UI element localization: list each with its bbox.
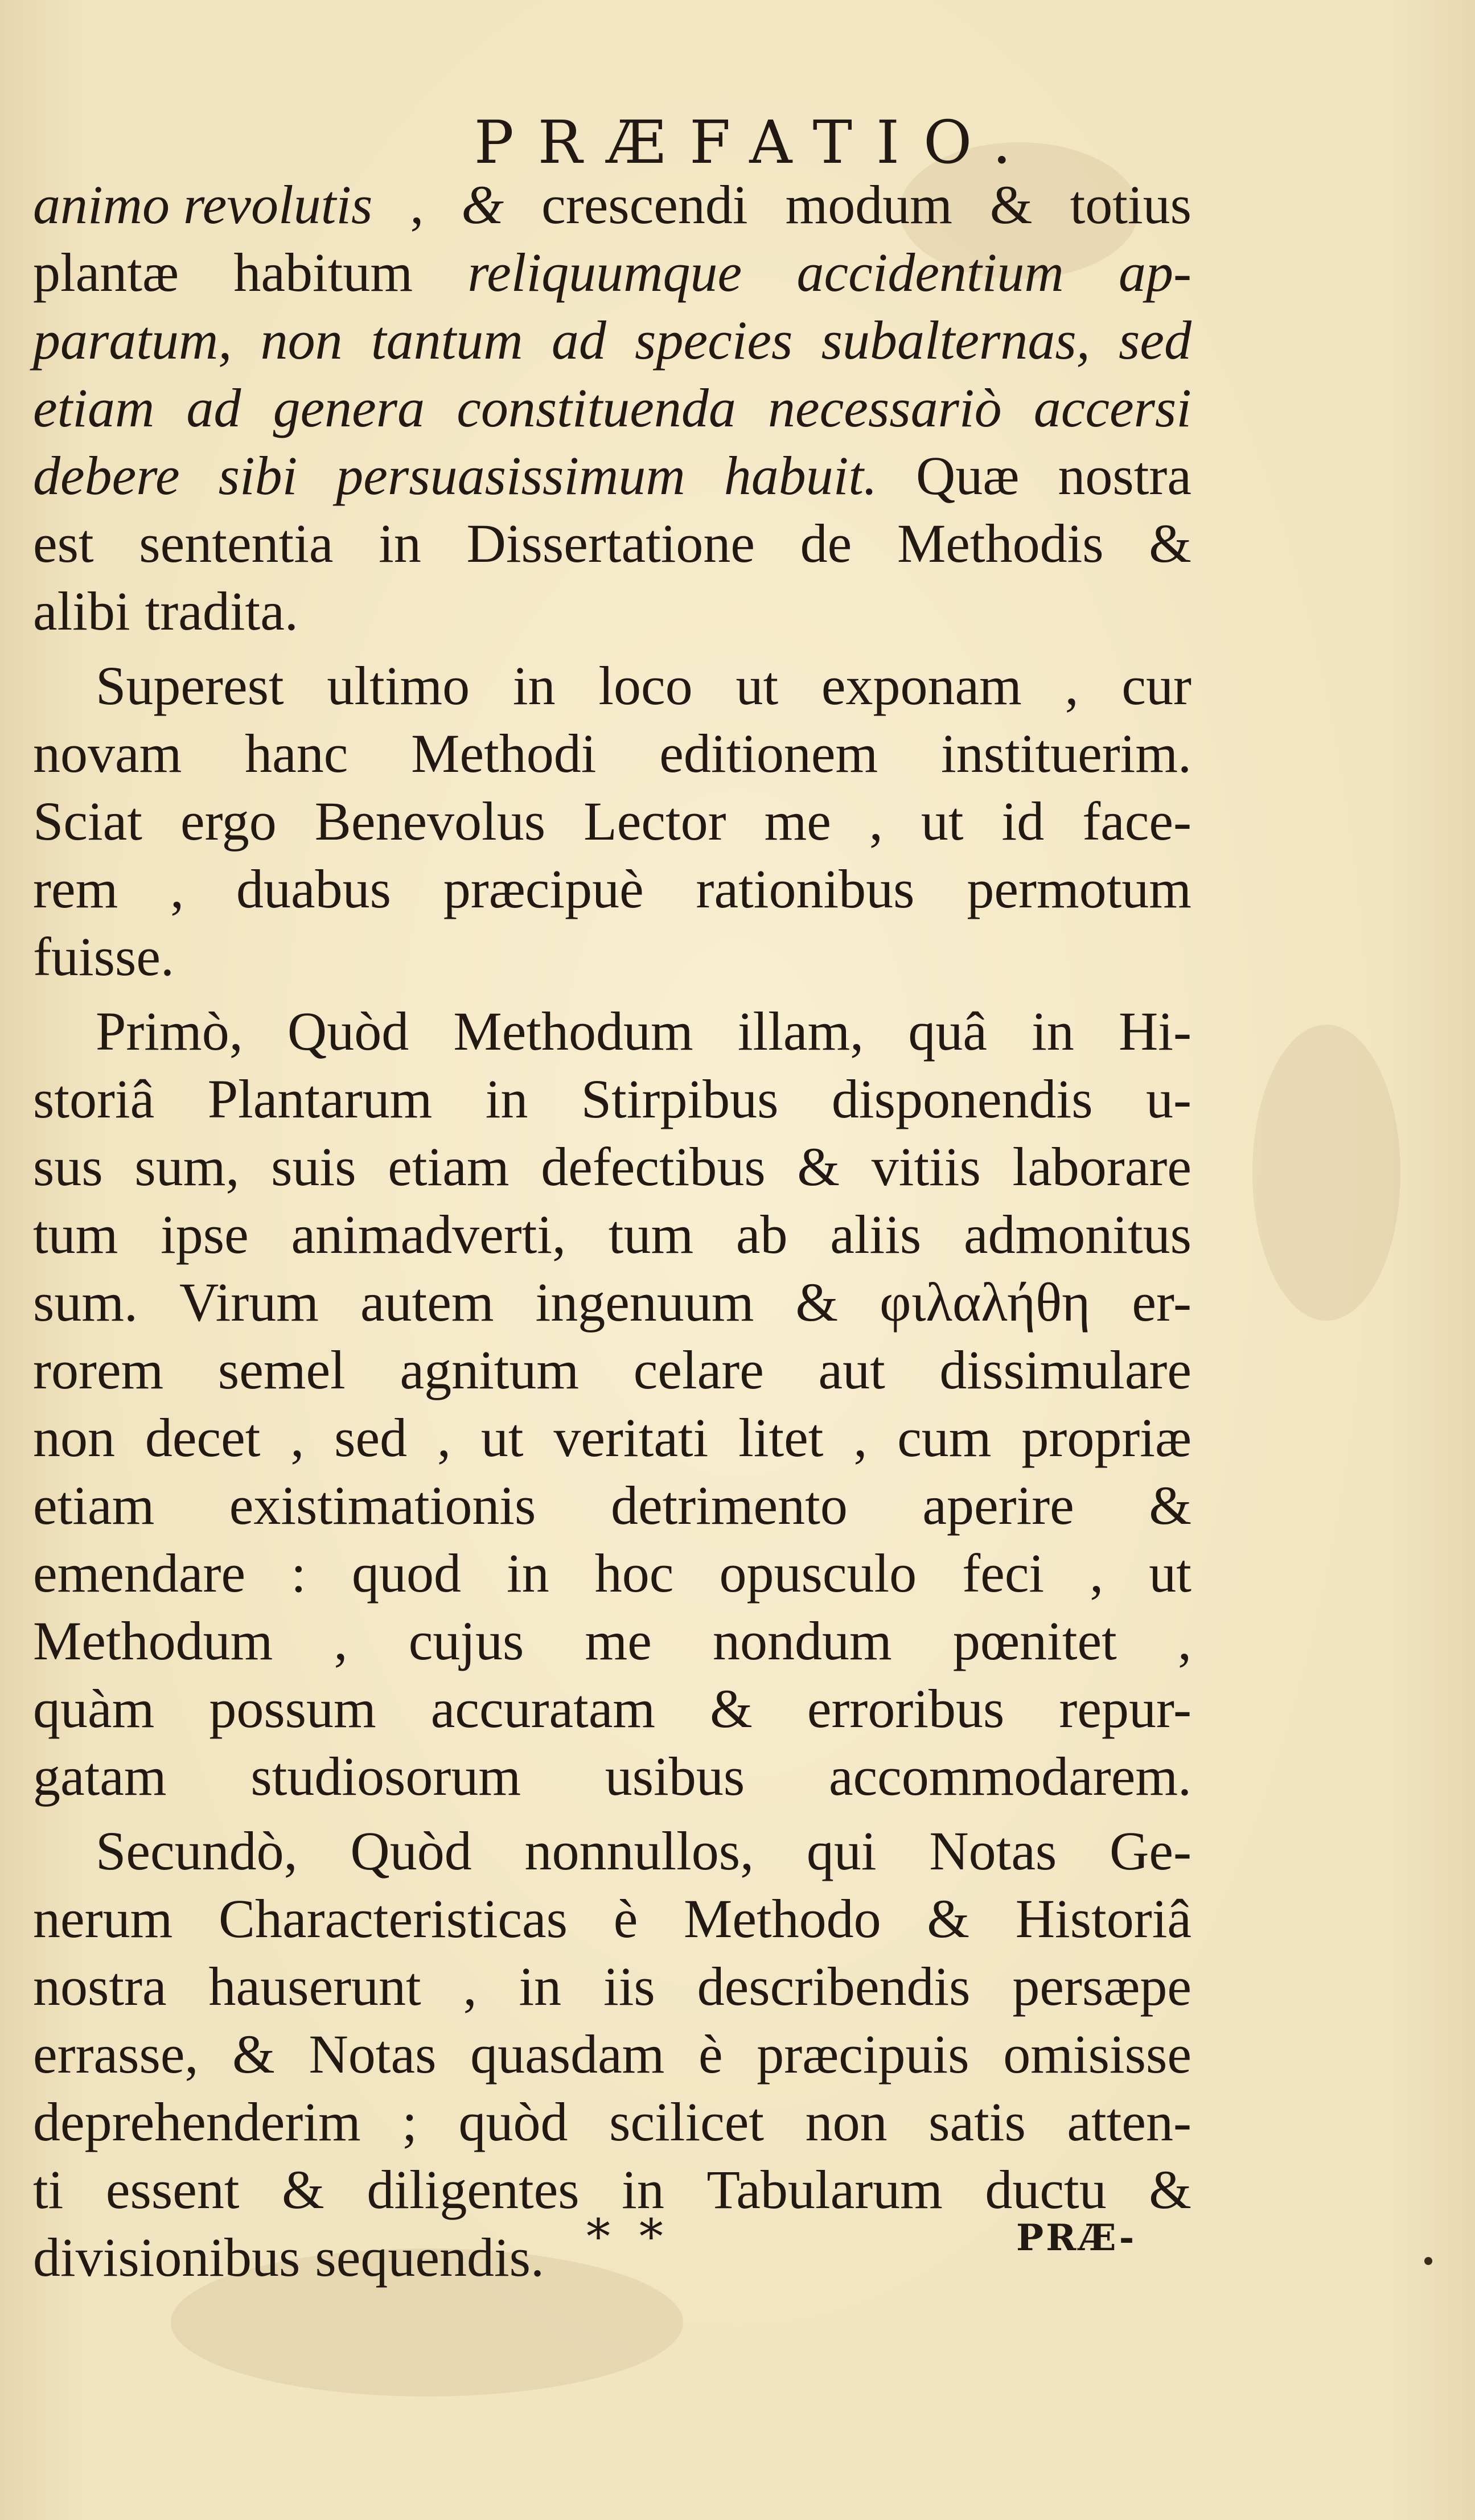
word: litet [738, 1407, 824, 1468]
word: ut [1149, 1543, 1191, 1604]
word: tradita. [145, 581, 298, 642]
word: Quæ [916, 445, 1020, 506]
word: Ge- [1110, 1820, 1191, 1881]
word: etiam [33, 377, 155, 438]
body-text [33, 171, 1191, 2291]
word: sententia [139, 513, 334, 574]
word: & [1149, 513, 1191, 574]
text-line [33, 997, 1191, 1065]
paragraph-gap [33, 1810, 1191, 1817]
text-line [33, 239, 1191, 306]
word: loco [598, 655, 693, 716]
word: sed [1118, 310, 1191, 371]
word: accersi [1033, 377, 1191, 438]
word: id [1001, 791, 1045, 852]
text-line [33, 1268, 1191, 1336]
word: & [710, 1678, 753, 1739]
word: , [334, 1610, 348, 1671]
word: , [1090, 1543, 1104, 1604]
word: duabus [236, 858, 391, 919]
word: Sciat [33, 791, 142, 852]
word: gatam [33, 1746, 167, 1807]
word: in [485, 1068, 528, 1129]
text-line [33, 1201, 1191, 1268]
text-line [33, 1336, 1191, 1404]
word: in [512, 655, 556, 716]
word: vitiis [871, 1136, 981, 1197]
word: de [800, 513, 852, 574]
paragraph-gap [33, 990, 1191, 997]
word: subalternas, [821, 310, 1090, 371]
word: rationibus [696, 858, 915, 919]
word: hanc [245, 723, 348, 784]
word: plantæ [33, 242, 179, 303]
word: usibus [605, 1746, 745, 1807]
word: : [291, 1543, 306, 1604]
word: studiosorum [250, 1746, 521, 1807]
word: Quòd [287, 1001, 409, 1062]
word: quasdam [470, 2024, 665, 2085]
word: propriæ [1021, 1407, 1191, 1468]
word: non [33, 1407, 115, 1468]
text-line [33, 1607, 1191, 1675]
word: Methodum [453, 1001, 693, 1062]
word: ab [736, 1204, 788, 1265]
word: fuisse. [33, 926, 174, 987]
word: omisisse [1003, 2024, 1191, 2085]
word: veritati [553, 1407, 709, 1468]
word: quòd [458, 2091, 568, 2152]
word: & [1149, 1475, 1191, 1536]
word: disponendis [831, 1068, 1093, 1129]
word: sequendis. [315, 2227, 545, 2288]
word: & [1149, 2159, 1191, 2220]
running-head: PRÆFATIO. [474, 108, 1036, 177]
word: iis [603, 1956, 655, 2017]
word: & [927, 1888, 970, 1949]
word: novam [33, 723, 182, 784]
word: Methodo [684, 1888, 881, 1949]
word: quàm [33, 1678, 155, 1739]
word: & [797, 1136, 840, 1197]
word: animadverti, [291, 1204, 566, 1265]
word: in [519, 1956, 562, 2017]
word: tum [33, 1204, 118, 1265]
word: detrimento [610, 1475, 848, 1536]
word: tum [608, 1204, 694, 1265]
word: exponam [821, 655, 1022, 716]
word: essent [105, 2159, 240, 2220]
text-line [33, 171, 1191, 239]
word: in [1032, 1001, 1074, 1062]
word: existimationis [229, 1475, 536, 1536]
word: Secundò, [96, 1820, 298, 1881]
word: cur [1121, 655, 1191, 716]
word: accidentium [796, 242, 1064, 303]
word: illam, [737, 1001, 864, 1062]
word: celare [633, 1339, 764, 1400]
word: ingenuum [535, 1272, 754, 1333]
word: semel [217, 1339, 346, 1400]
word: non [260, 310, 343, 371]
word: , [410, 174, 424, 235]
word: etiam [33, 1475, 155, 1536]
word: quod [351, 1543, 461, 1604]
word: Tabularum [706, 2159, 943, 2220]
text-line [33, 923, 1191, 990]
word: decet [145, 1407, 261, 1468]
word: , [869, 791, 883, 852]
word: ti [33, 2159, 64, 2220]
paper-stain [1252, 1025, 1400, 1321]
word: ut [921, 791, 964, 852]
word: sum. [33, 1272, 138, 1333]
word: ductu [985, 2159, 1107, 2220]
word: repur- [1059, 1678, 1191, 1739]
word: genera [273, 377, 425, 438]
word: aperire [922, 1475, 1074, 1536]
word: Superest [96, 655, 284, 716]
word: , [1065, 655, 1079, 716]
word: ergo [180, 791, 277, 852]
word: Hi- [1118, 1001, 1191, 1062]
word: tantum [371, 310, 523, 371]
word: scilicet [609, 2091, 764, 2152]
word: sibi [218, 445, 298, 506]
word: Benevolus [314, 791, 546, 852]
text-line [33, 1952, 1191, 2020]
word: rem [33, 858, 118, 919]
word: in [622, 2159, 664, 2220]
word: Notas [309, 2024, 437, 2085]
word: Notas [929, 1820, 1057, 1881]
word: satis [928, 2091, 1026, 2152]
word: atten- [1067, 2091, 1191, 2152]
word: editionem [659, 723, 878, 784]
text-line [33, 2088, 1191, 2156]
word: etiam [388, 1136, 510, 1197]
word: storiâ [33, 1068, 155, 1129]
word: nerum [33, 1888, 173, 1949]
word: paratum, [33, 310, 232, 371]
word: Historiâ [1015, 1888, 1191, 1949]
word: ad [186, 377, 241, 438]
word: præcipuè [443, 858, 644, 919]
word: nostra [1058, 445, 1191, 506]
word: non [805, 2091, 888, 2152]
word: & [989, 174, 1033, 235]
word: defectibus [541, 1136, 766, 1197]
word: rorem [33, 1339, 164, 1400]
text-line [33, 442, 1191, 509]
word: feci [962, 1543, 1045, 1604]
word: constituenda [457, 377, 736, 438]
text-line [33, 2020, 1191, 2088]
word: , [437, 1407, 451, 1468]
catchword: PRÆ- [1016, 2217, 1137, 2259]
word: nonnullos, [524, 1820, 754, 1881]
word: ipse [161, 1204, 249, 1265]
word: , [290, 1407, 305, 1468]
text-line [33, 1471, 1191, 1539]
word: est [33, 513, 94, 574]
word: & [282, 2159, 324, 2220]
word: aliis [830, 1204, 922, 1265]
word: in [507, 1543, 549, 1604]
word: opusculo [719, 1543, 917, 1604]
word: laborare [1012, 1136, 1191, 1197]
word: deprehenderim [33, 2091, 361, 2152]
word: persæpe [1012, 1956, 1191, 2017]
word: Methodi [411, 723, 597, 784]
word: accuratam [430, 1678, 656, 1739]
word: Methodis [897, 513, 1104, 574]
word: Characteristicas [218, 1888, 568, 1949]
text-line [33, 306, 1191, 374]
word: crescendi [541, 174, 748, 235]
word: dissimulare [939, 1339, 1191, 1400]
word: diligentes [367, 2159, 580, 2220]
word: , [463, 1956, 477, 2017]
text-line [33, 1742, 1191, 1810]
word: φιλαλήθη [880, 1272, 1091, 1333]
text-line [33, 1675, 1191, 1742]
word: Lector [584, 791, 726, 852]
word: nostra [33, 1956, 167, 2017]
word: ut [480, 1407, 524, 1468]
word: possum [209, 1678, 376, 1739]
word: emendare [33, 1543, 246, 1604]
paragraph-gap [33, 645, 1191, 652]
word: sum, [134, 1136, 240, 1197]
signature-mark: * * [586, 2209, 670, 2264]
word: instituerim. [941, 723, 1191, 784]
word: hauserunt [208, 1956, 421, 2017]
word: Dissertatione [466, 513, 755, 574]
word: totius [1070, 174, 1191, 235]
word: ap- [1119, 242, 1191, 303]
word: Stirpibus [581, 1068, 779, 1129]
word: , [170, 858, 184, 919]
word: modum [785, 174, 952, 235]
text-line [33, 720, 1191, 787]
word: u- [1145, 1068, 1191, 1129]
word: me [764, 791, 831, 852]
word: species [635, 310, 793, 371]
word: , [853, 1407, 868, 1468]
word: ultimo [327, 655, 470, 716]
word: & [232, 2024, 275, 2085]
word: præcipuis [757, 2024, 969, 2085]
text-line [33, 787, 1191, 855]
word: hoc [594, 1543, 674, 1604]
page-footer [0, 2209, 1475, 2277]
word: er- [1132, 1272, 1191, 1333]
word: ; [402, 2091, 417, 2152]
text-line [33, 1133, 1191, 1201]
ink-speck [1424, 2257, 1432, 2265]
word: è [613, 1888, 638, 1949]
word: divisionibus [33, 2227, 301, 2288]
text-line [33, 1817, 1191, 1885]
word: necessariò [768, 377, 1002, 438]
word: face- [1082, 791, 1191, 852]
word: pœnitet [952, 1610, 1117, 1671]
word: sed [334, 1407, 408, 1468]
word: accommodarem. [828, 1746, 1191, 1807]
word: cujus [408, 1610, 524, 1671]
word: admonitus [964, 1204, 1191, 1265]
word: & [461, 174, 504, 235]
word: autem [360, 1272, 494, 1333]
word: è [699, 2024, 723, 2085]
word: suis [271, 1136, 356, 1197]
text-line [33, 1539, 1191, 1607]
text-line [33, 374, 1191, 442]
text-line [33, 1065, 1191, 1133]
text-line [33, 509, 1191, 577]
word: & [795, 1272, 839, 1333]
text-line [33, 1404, 1191, 1471]
word: qui [806, 1820, 877, 1881]
text-line [33, 652, 1191, 720]
word: aut [818, 1339, 885, 1400]
word: habuit. [724, 445, 878, 506]
word: cum [897, 1407, 992, 1468]
word: sus [33, 1136, 103, 1197]
word: Quòd [350, 1820, 472, 1881]
word: , [1177, 1610, 1191, 1671]
word: animo revolutis [33, 174, 373, 235]
word: ad [551, 310, 606, 371]
word: describendis [697, 1956, 971, 2017]
text-line [33, 1885, 1191, 1952]
word: Plantarum [207, 1068, 433, 1129]
text-line [33, 577, 1191, 645]
word: Primò, [96, 1001, 243, 1062]
word: nondum [712, 1610, 892, 1671]
word: me [585, 1610, 652, 1671]
word: permotum [967, 858, 1191, 919]
word: erroribus [807, 1678, 1005, 1739]
word: ut [736, 655, 779, 716]
word: Methodum [33, 1610, 273, 1671]
text-line [33, 855, 1191, 923]
word: debere [33, 445, 180, 506]
word: errasse, [33, 2024, 199, 2085]
word: in [379, 513, 421, 574]
word: agnitum [400, 1339, 580, 1400]
word: quâ [908, 1001, 987, 1062]
word: reliquumque [467, 242, 742, 303]
word: habitum [233, 242, 413, 303]
word: Virum [179, 1272, 319, 1333]
word: alibi [33, 581, 130, 642]
word: persuasissimum [336, 445, 685, 506]
